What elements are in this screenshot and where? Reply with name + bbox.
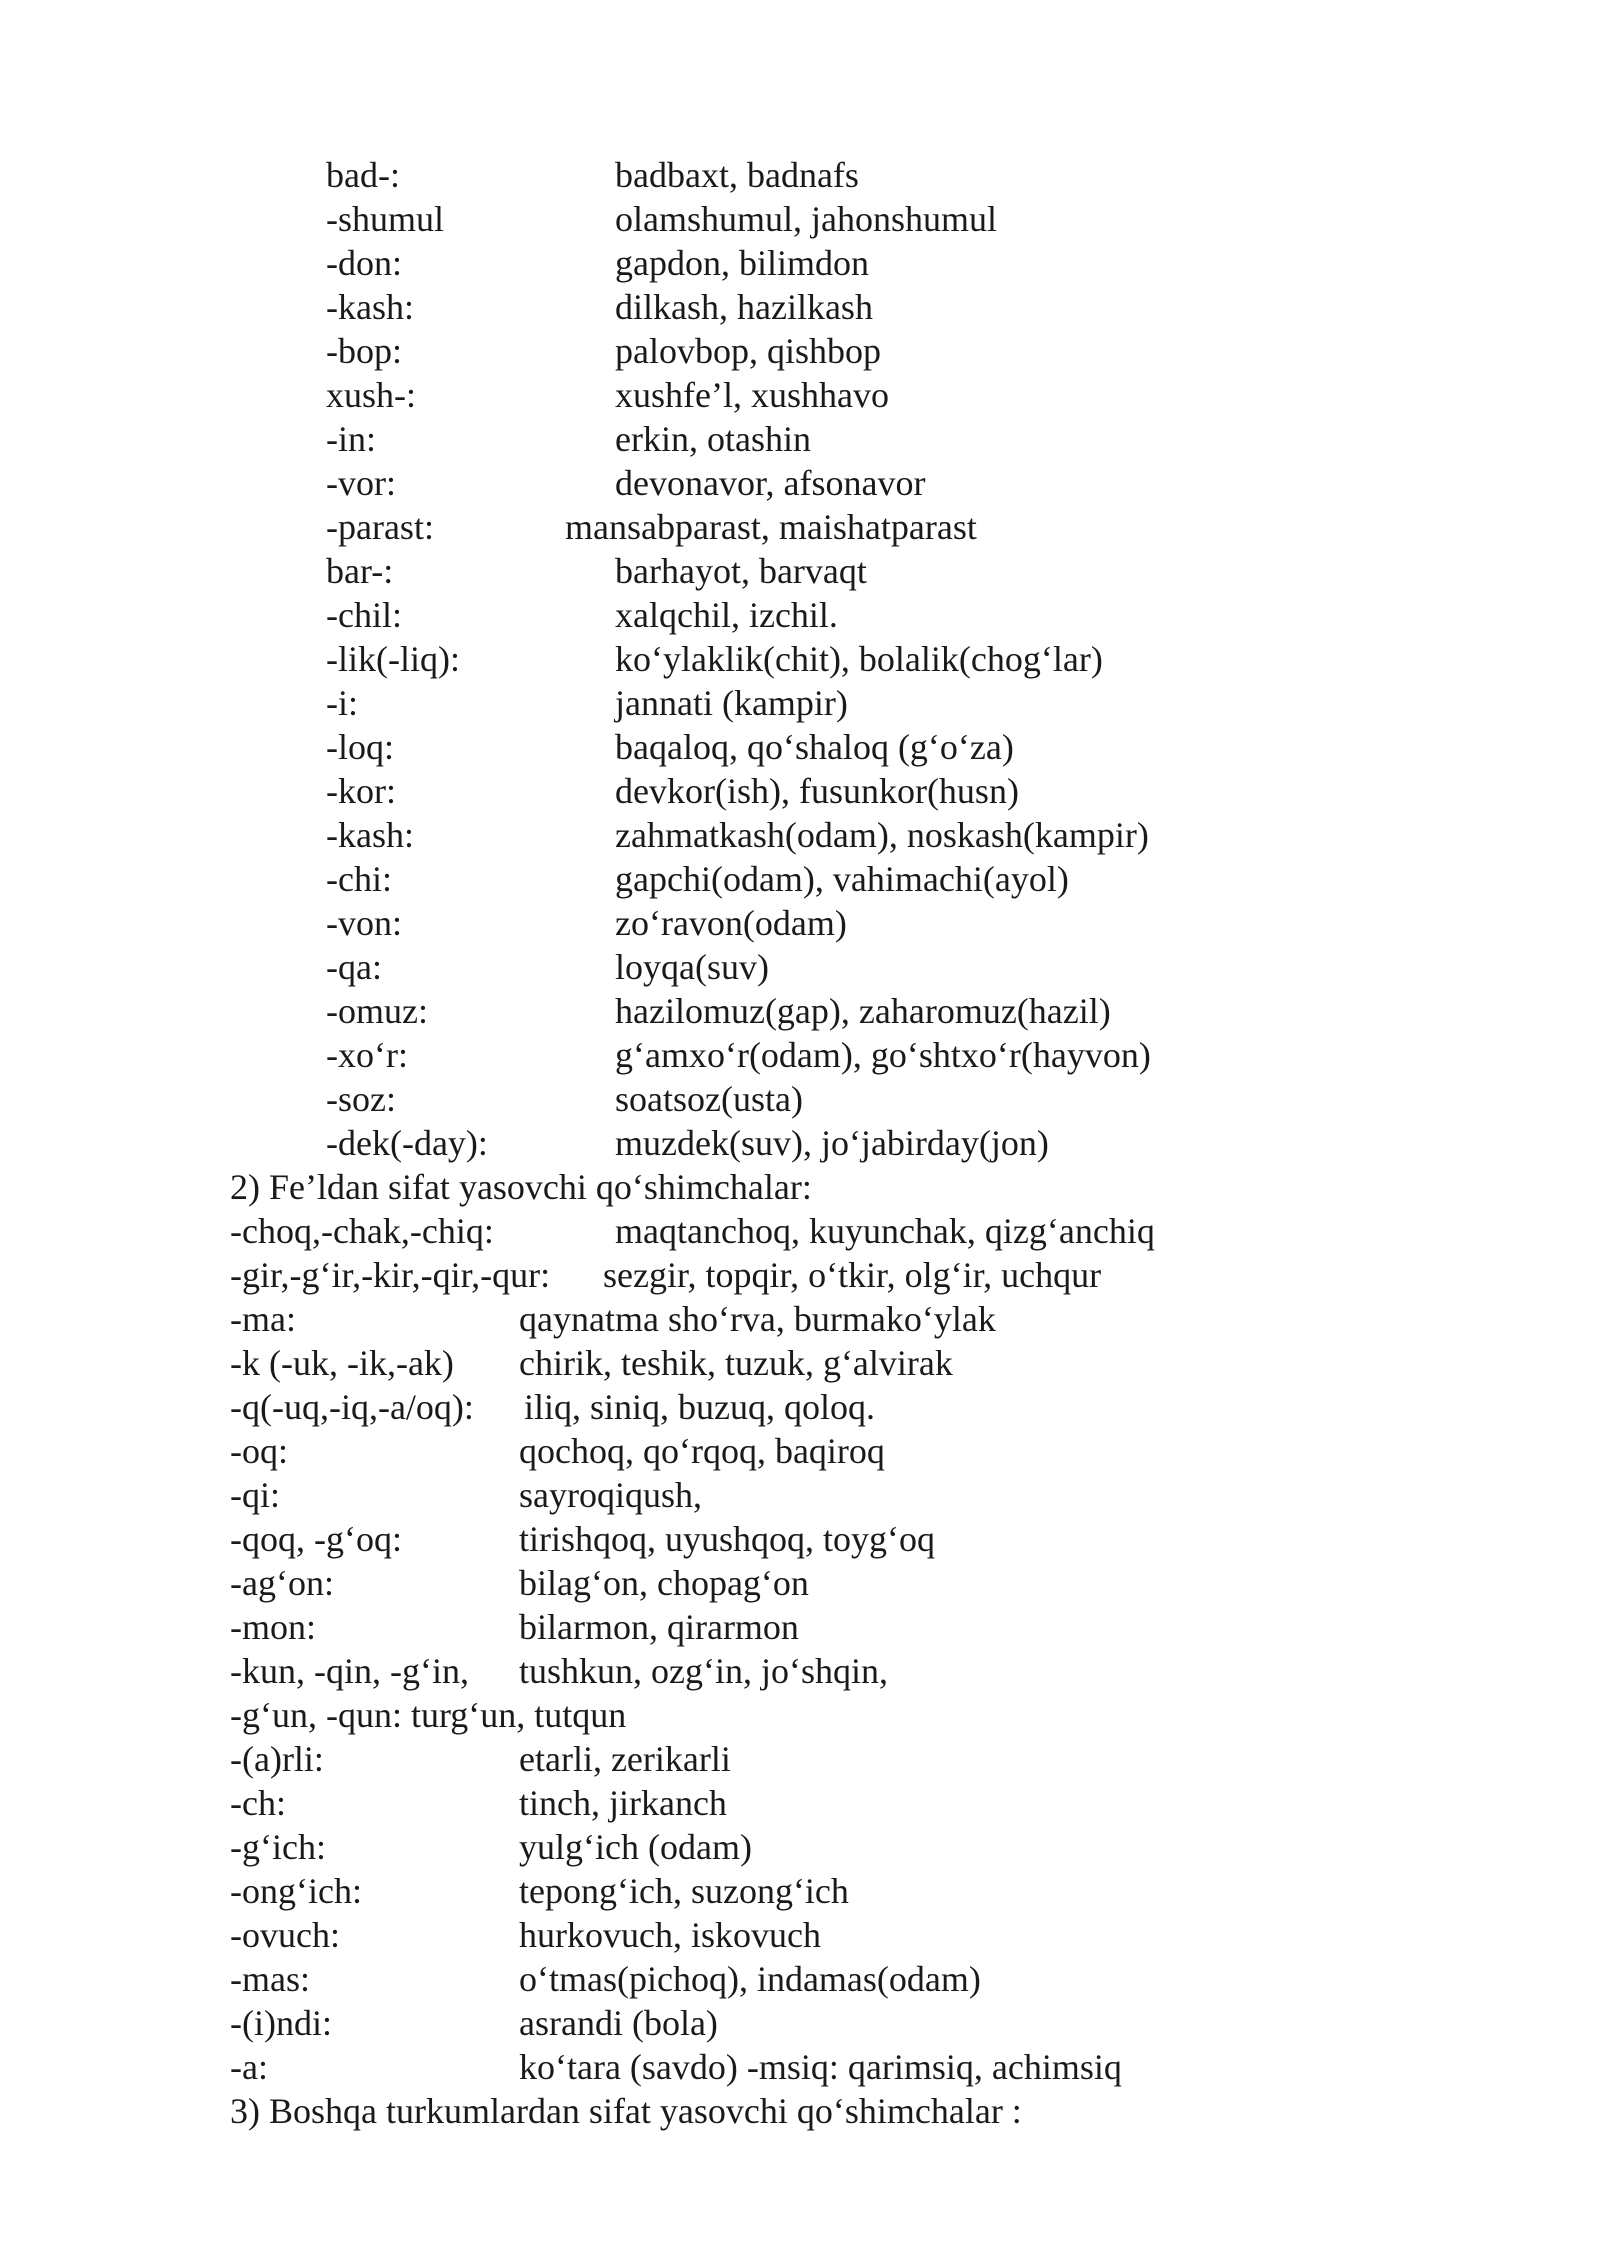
examples: chirik, teshik, tuzuk, g‘alvirak [519, 1343, 953, 1383]
examples: tirishqoq, uyushqoq, toyg‘oq [519, 1519, 936, 1559]
suffix: -qi: [230, 1475, 280, 1515]
examples: olamshumul, jahonshumul [615, 199, 997, 239]
examples: ko‘tara (savdo) -msiq: qarimsiq, achimsiq [519, 2047, 1122, 2087]
examples: barhayot, barvaqt [615, 551, 867, 591]
suffix: -ovuch: [230, 1915, 340, 1955]
suffix: -bop: [326, 331, 402, 371]
examples: ko‘ylaklik(chit), bolalik(chog‘lar) [615, 639, 1103, 679]
examples: muzdek(suv), jo‘jabirday(jon) [615, 1123, 1049, 1163]
examples: zahmatkash(odam), noskash(kampir) [615, 815, 1149, 855]
suffix: -chi: [326, 859, 392, 899]
suffix: -(a)rli: [230, 1739, 324, 1779]
suffix: xush-: [326, 375, 416, 415]
suffix: -kun, -qin, -g‘in, [230, 1651, 469, 1691]
suffix: -a: [230, 2047, 268, 2087]
examples: bilarmon, qirarmon [519, 1607, 799, 1647]
examples: asrandi (bola) [519, 2003, 718, 2043]
examples: etarli, zerikarli [519, 1739, 731, 1779]
examples: mansabparast, maishatparast [565, 507, 977, 547]
examples: erkin, otashin [615, 419, 811, 459]
examples: qochoq, qo‘rqoq, baqiroq [519, 1431, 885, 1471]
examples: xalqchil, izchil. [615, 595, 838, 635]
examples: yulg‘ich (odam) [519, 1827, 752, 1867]
suffix: bar-: [326, 551, 394, 591]
suffix: -ong‘ich: [230, 1871, 362, 1911]
suffix: -shumul [326, 199, 445, 239]
suffix: -i: [326, 683, 358, 723]
suffix: -gir,-g‘ir,-kir,-qir,-qur: [230, 1255, 551, 1295]
suffix: -loq: [326, 727, 394, 767]
examples: zo‘ravon(odam) [615, 903, 847, 943]
suffix: -mas: [230, 1959, 310, 1999]
examples: g‘amxo‘r(odam), go‘shtxo‘r(hayvon) [615, 1035, 1151, 1075]
suffix: -dek(-day): [326, 1123, 488, 1163]
examples: loyqa(suv) [615, 947, 769, 987]
suffix: bad-: [326, 155, 400, 195]
examples: baqaloq, qo‘shaloq (g‘o‘za) [615, 727, 1014, 767]
suffix: -ch: [230, 1783, 286, 1823]
examples: devkor(ish), fusunkor(husn) [615, 771, 1019, 811]
examples: tushkun, ozg‘in, jo‘shqin, [519, 1651, 888, 1691]
suffix: -(i)ndi: [230, 2003, 332, 2043]
examples: jannati (kampir) [615, 683, 848, 723]
suffix: -vor: [326, 463, 396, 503]
examples: badbaxt, badnafs [615, 155, 859, 195]
examples: tinch, jirkanch [519, 1783, 727, 1823]
examples: soatsoz(usta) [615, 1079, 803, 1119]
suffix: -q(-uq,-iq,-a/oq): [230, 1387, 474, 1427]
examples: devonavor, afsonavor [615, 463, 926, 503]
suffix: -don: [326, 243, 402, 283]
examples: gapdon, bilimdon [615, 243, 869, 283]
suffix: -qoq, -g‘oq: [230, 1519, 402, 1559]
suffix: -parast: [326, 507, 434, 547]
suffix: -omuz: [326, 991, 428, 1031]
examples: sayroqiqush, [519, 1475, 702, 1515]
examples: dilkash, hazilkash [615, 287, 873, 327]
suffix: -kash: [326, 287, 414, 327]
suffix: -k (-uk, -ik,-ak) [230, 1343, 454, 1383]
section-heading-text: 2) Fe’ldan sifat yasovchi qo‘shimchalar: [230, 1167, 812, 1207]
examples: iliq, siniq, buzuq, qoloq. [524, 1387, 875, 1427]
suffix: -kash: [326, 815, 414, 855]
examples: maqtanchoq, kuyunchak, qizg‘anchiq [615, 1211, 1155, 1251]
examples: o‘tmas(pichoq), indamas(odam) [519, 1959, 981, 1999]
suffix: -von: [326, 903, 402, 943]
suffix: -in: [326, 419, 376, 459]
suffix: -ag‘on: [230, 1563, 334, 1603]
examples: sezgir, topqir, o‘tkir, olg‘ir, uchqur [603, 1255, 1102, 1295]
suffix: -oq: [230, 1431, 288, 1471]
suffix: -soz: [326, 1079, 396, 1119]
suffix: -g‘un, -qun: turg‘un, tutqun [230, 1695, 627, 1735]
suffix: -g‘ich: [230, 1827, 326, 1867]
examples: tepong‘ich, suzong‘ich [519, 1871, 849, 1911]
examples: xushfe’l, xushhavo [615, 375, 889, 415]
suffix: -xo‘r: [326, 1035, 408, 1075]
examples: hazilomuz(gap), zaharomuz(hazil) [615, 991, 1111, 1031]
suffix: -choq,-chak,-chiq: [230, 1211, 494, 1251]
examples: hurkovuch, iskovuch [519, 1915, 821, 1955]
suffix: -mon: [230, 1607, 316, 1647]
suffix: -kor: [326, 771, 396, 811]
suffix: -chil: [326, 595, 402, 635]
examples: bilag‘on, chopag‘on [519, 1563, 809, 1603]
examples: gapchi(odam), vahimachi(ayol) [615, 859, 1069, 899]
suffix: -lik(-liq): [326, 639, 460, 679]
section-heading-text: 3) Boshqa turkumlardan sifat yasovchi qo‘shimchalar : [230, 2091, 1022, 2131]
suffix: -ma: [230, 1299, 296, 1339]
examples: palovbop, qishbop [615, 331, 881, 371]
suffix: -qa: [326, 947, 382, 987]
examples: qaynatma sho‘rva, burmako‘ylak [519, 1299, 996, 1339]
